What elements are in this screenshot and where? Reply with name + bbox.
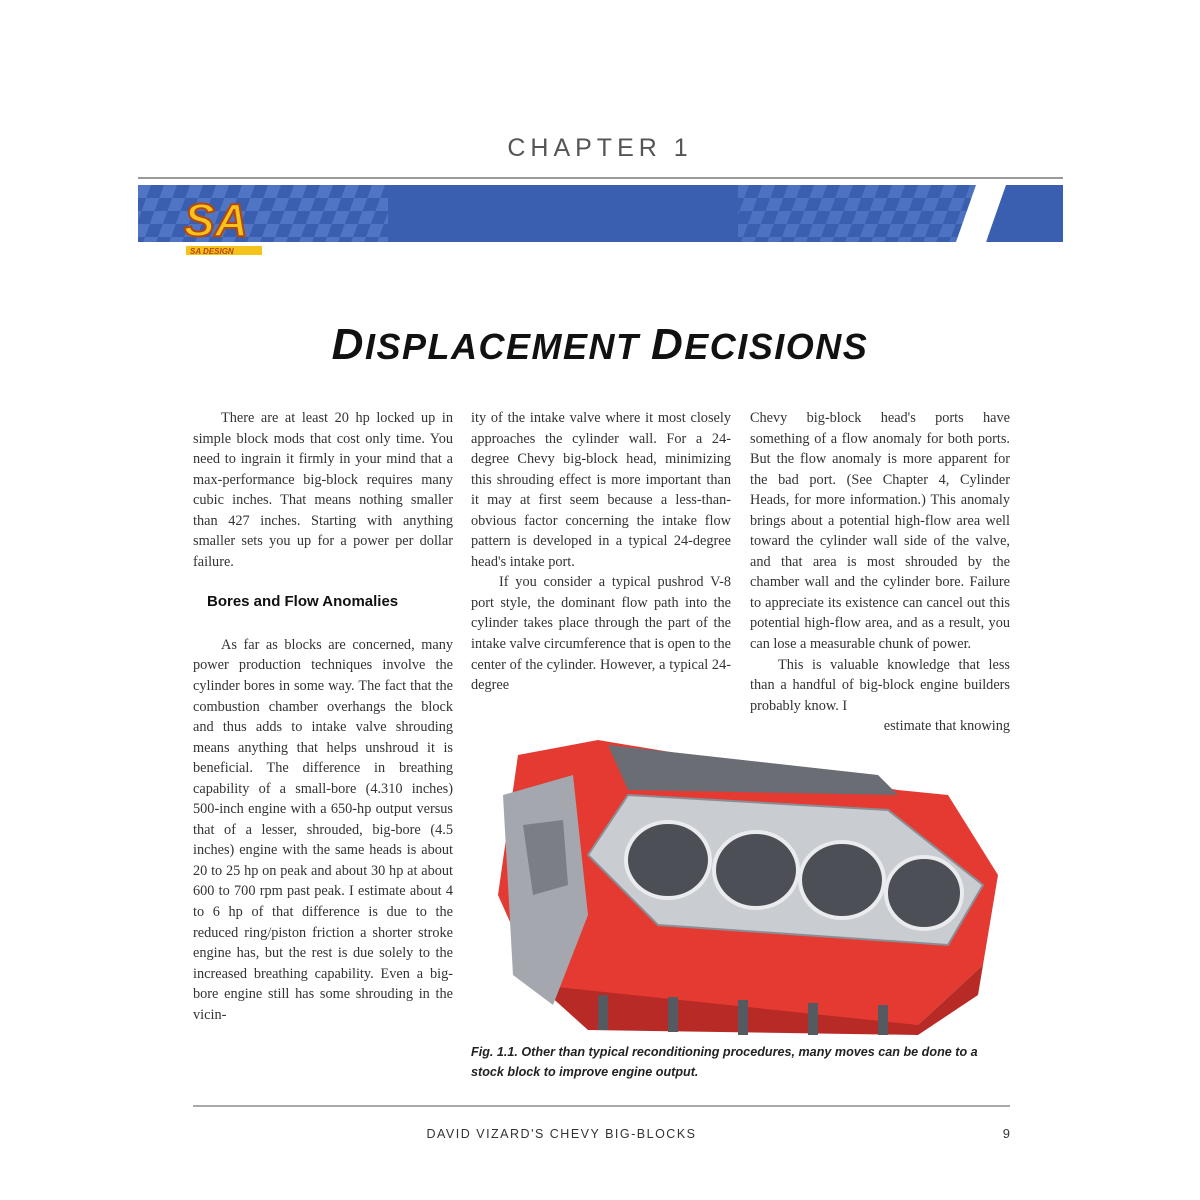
paragraph-continuation: estimate that knowing bbox=[883, 718, 1010, 735]
title-initial-1: D bbox=[331, 320, 365, 369]
paragraph: ity of the intake valve where it most closely approaches the cylinder wall. For a 24-degree Chevy big-block head, minimizing this shrouding effect is more important than it may at first seem because a less-than-obvious factor concerning the intake flow pattern is developed in a typical 24-degree head's intake port. bbox=[471, 410, 731, 570]
figure-caption: Fig. 1.1. Other than typical reconditioning procedures, many moves can be done to a stock block to improve engine output. bbox=[471, 1045, 978, 1079]
engine-block-photo bbox=[478, 735, 1008, 1040]
svg-text:SA: SA bbox=[184, 194, 248, 246]
sa-logo bbox=[180, 188, 270, 258]
title-initial-2: D bbox=[650, 320, 685, 369]
title-rest-2: ECISIONS bbox=[684, 326, 869, 367]
chapter-title bbox=[0, 320, 1200, 370]
chapter-label: CHAPTER 1 bbox=[507, 134, 693, 162]
text-column-1 bbox=[193, 408, 453, 1025]
footer-rule bbox=[193, 1105, 1010, 1107]
paragraph: There are at least 20 hp locked up in simple block mods that cost only time. You need to ingrain it firmly in your mind that a max-performance big-block requires many cubic inches. That means nothing smaller than 427 inches. Starting with anything smaller sets you up for a power per dollar failure. bbox=[193, 410, 453, 570]
page-number: 9 bbox=[1002, 1126, 1010, 1141]
paragraph: As far as blocks are concerned, many power production techniques involve the cylinder bores in some way. The fact that the combustion chamber overhangs the block and thus adds to intake valve shrouding means anything that helps unshroud it is beneficial. The difference in breathing capability of a small-bore (4.310 inches) 500-inch engine with a 650-hp output versus that of a lesser, shrouded, big-bore (4.5 inches) engine with the same heads is about 20 to 25 hp on peak and about 30 hp at about 600 to 700 rpm past peak. I estimate about 4 to 6 hp of that difference is due to the reduced ring/piston friction a shorter stroke engine has, but the rest is due solely to the increased breathing capability. Even a big-bore engine still has some shrouding in the vicin- bbox=[193, 636, 453, 1023]
running-footer-title: DAVID VIZARD'S CHEVY BIG-BLOCKS bbox=[426, 1127, 697, 1141]
paragraph: This is valuable knowledge that less than a handful of big-block engine builders probably know. I bbox=[750, 656, 1010, 714]
title-rest-1: ISPLACEMENT bbox=[364, 326, 640, 367]
section-subheading: Bores and Flow Anomalies bbox=[207, 593, 399, 611]
svg-text:SA DESIGN: SA DESIGN bbox=[190, 247, 234, 256]
chapter-rule bbox=[138, 177, 1063, 179]
paragraph: If you consider a typical pushrod V-8 port style, the dominant flow path into the cylinder takes place through the part of the intake valve circumference that is open to the center of the cylinder. However, a typical 24-degree bbox=[471, 574, 732, 694]
text-column-2 bbox=[471, 408, 731, 696]
paragraph: Chevy big-block head's ports have something of a flow anomaly for both ports. But the flow anomaly is more apparent for the bad port. (See Chapter 4, Cylinder Heads, for more information.) This anomaly brings about a potential high-flow area well toward the cylinder wall side of the valve, and that area is most shrouded by the chamber wall and the cylinder bore. Failure to appreciate its existence can cancel out this potential high-flow area, and as a result, you can lose a measurable chunk of power. bbox=[750, 410, 1010, 653]
chapter-banner bbox=[138, 185, 1063, 242]
text-column-3 bbox=[750, 408, 1010, 737]
